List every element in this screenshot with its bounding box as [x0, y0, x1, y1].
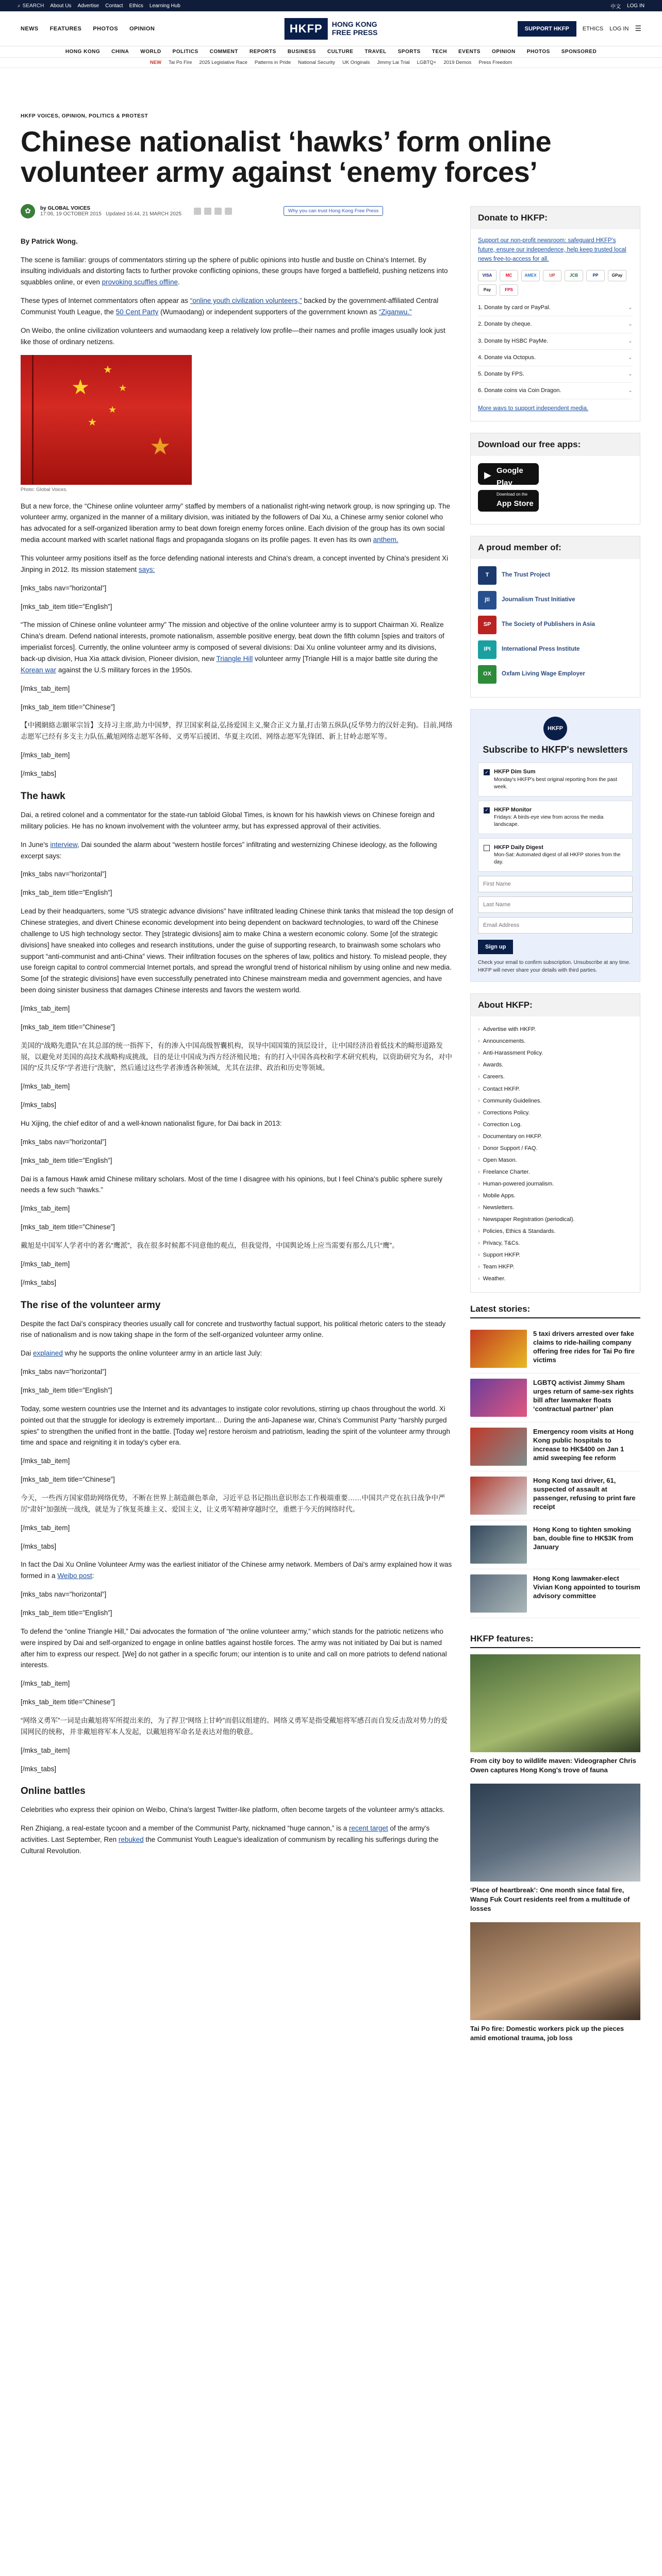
- first-name-field[interactable]: [478, 876, 633, 892]
- about-link[interactable]: › Documentary on HKFP.: [478, 1131, 633, 1143]
- learning-hub-link[interactable]: Learning Hub: [149, 3, 180, 9]
- nav-item-tech[interactable]: TECH: [432, 49, 447, 55]
- donate-options: [478, 300, 633, 399]
- shortcode-line: [/mks_tab_item]: [21, 1004, 70, 1012]
- inline-link[interactable]: interview: [50, 840, 77, 849]
- section-heading: The rise of the volunteer army: [21, 1299, 161, 1311]
- quote-chinese: 美国的“战略先遣队”在其总部的统一指挥下，有的渗入中国高级智囊机构，误导中国国策的顶层设计，让中国经济沿着低技术的畸形道路发展，以避免对美国的高技术战略构成挑战，目的是让中国成为西方经济殖民地；有的打入中国各高校和学术研究机构，以资助研究为名，对中国的“反共反华”学者进行“洗脑”，然后通过这些学者渗透各种领域，尤其在法律、政治和历史等领域。: [21, 1041, 452, 1072]
- email-field[interactable]: [478, 917, 633, 934]
- nav-item-sports[interactable]: SPORTS: [398, 49, 421, 55]
- nav-item-china[interactable]: CHINA: [111, 49, 129, 55]
- main-nav: [0, 46, 662, 58]
- inline-link[interactable]: Korean war: [21, 666, 57, 674]
- nav-item-world[interactable]: WORLD: [140, 49, 161, 55]
- inline-link[interactable]: Triangle Hill: [216, 655, 253, 663]
- donate-box: [470, 206, 640, 421]
- newsletter-option[interactable]: HKFP Daily Digest Mon-Sat: Automated digest of all HKFP stories from the day.: [478, 838, 633, 872]
- latest-stories: [470, 1325, 640, 1618]
- inline-link[interactable]: rebuked: [118, 1836, 144, 1844]
- fps-icon: FPS: [500, 284, 518, 296]
- feature-item[interactable]: Tai Po fire: Domestic workers pick up the pieces amid emotional trauma, job loss: [470, 1922, 640, 2042]
- about-link[interactable]: About Us: [50, 3, 72, 9]
- masthead-links: [21, 26, 155, 32]
- quote-chinese: 戴旭是中国军人学者中的著名“鹰派”，我在很多时候都不同意他的观点，但我觉得，中国舆论场上应当需要有那么几只“鹰”。: [21, 1241, 399, 1249]
- donate-option[interactable]: 1. Donate by card or PayPal. ⌄: [478, 300, 633, 316]
- newsletter-note: Check your email to confirm subscription. Unsubscribe at any time. HKFP will never share your details with third parties.: [478, 960, 631, 973]
- donate-option[interactable]: 5. Donate by FPS. ⌄: [478, 366, 633, 383]
- chevron-down-icon: ⌄: [627, 387, 633, 394]
- flag-star-icon: ★: [103, 364, 112, 376]
- byline: [21, 204, 454, 218]
- tabs-shortcode: [21, 869, 454, 1111]
- shortcode-line: [mks_tabs nav=”horizontal”]: [21, 1368, 107, 1376]
- site-logo[interactable]: [285, 18, 378, 40]
- nav-item-business[interactable]: BUSINESS: [287, 49, 316, 55]
- nav-item-sponsored[interactable]: SPONSORED: [561, 49, 597, 55]
- story-thumbnail: [470, 1526, 527, 1564]
- donate-option[interactable]: 2. Donate by cheque. ⌄: [478, 316, 633, 333]
- about-link[interactable]: › Announcements.: [478, 1036, 633, 1047]
- advertise-link[interactable]: Advertise: [77, 3, 100, 9]
- paragraph: Ren Zhiqiang, a real-estate tycoon and a member of the Communist Party, nicknamed “huge cannon,” is a recent target of the army's activities. Last September, Ren rebuked the Communist Youth League's idealization of communism by recalling his sufferings during the Cultural Revolution.: [21, 1824, 439, 1855]
- nav-item-hong-kong[interactable]: HONG KONG: [65, 49, 101, 55]
- newsletter-box: [470, 709, 640, 982]
- tabs-shortcode: [21, 1589, 454, 1774]
- about-link[interactable]: › Correction Log.: [478, 1119, 633, 1131]
- jcb-icon: JCB: [565, 270, 583, 281]
- google-play-badge[interactable]: ▶ GET IT ON Google Play: [478, 463, 539, 485]
- feature-item[interactable]: ‘Place of heartbreak’: One month since fatal fire, Wang Fuk Court residents reel from a multitude of losses: [470, 1784, 640, 1913]
- about-link[interactable]: › Donor Support / FAQ.: [478, 1143, 633, 1155]
- contact-link[interactable]: Contact: [105, 3, 123, 9]
- shortcode-line: [mks_tab_item title=”Chinese”]: [21, 1698, 115, 1706]
- masthead-link-opinion[interactable]: OPINION: [129, 25, 155, 32]
- about-list: [471, 1016, 640, 1292]
- author-line: By Patrick Wong.: [21, 237, 78, 245]
- article-photo: [21, 355, 192, 485]
- google-pay-icon: GPay: [608, 270, 626, 281]
- shortcode-line: [/mks_tab_item]: [21, 751, 70, 759]
- flag-star-icon: ★: [150, 432, 171, 460]
- trending-label: NEW: [150, 60, 161, 65]
- top-utility-bar: [0, 0, 662, 11]
- inline-link[interactable]: says:: [138, 565, 155, 573]
- more-ways-link[interactable]: More ways to support independent media.: [478, 405, 589, 412]
- paragraph: In fact the Dai Xu Online Volunteer Army was the earliest initiator of the Chinese army network. Members of Dai's army explained how it was formed in a Weibo post:: [21, 1561, 452, 1580]
- nav-item-photos[interactable]: PHOTOS: [526, 49, 550, 55]
- about-link[interactable]: › Privacy, T&Cs.: [478, 1238, 633, 1249]
- logo-wordmark: HONG KONG FREE PRESS: [332, 20, 378, 37]
- shortcode-line: [mks_tab_item title=”Chinese”]: [21, 703, 115, 711]
- nav-item-events[interactable]: EVENTS: [458, 49, 481, 55]
- story-item[interactable]: 5 taxi drivers arrested over fake claims to ride-hailing company offering free rides for Tai Po fire victims: [470, 1325, 640, 1374]
- shortcode-line: [mks_tabs nav=”horizontal”]: [21, 1590, 107, 1599]
- about-title: About HKFP:: [471, 994, 640, 1016]
- nav-item-culture[interactable]: CULTURE: [327, 49, 354, 55]
- publish-date: 17:06, 19 OCTOBER 2015: [40, 211, 102, 217]
- trending-item[interactable]: 2025 Legislative Race: [199, 60, 247, 65]
- quote-chinese: 【中國網絡志願軍宗旨】支持习主席,助力中国梦，捍卫国家利益,弘扬爱国主义,聚合正义力量,打击第五纵队(反华势力的汉奸走狗)。目前,网络志愿军已经有多支主力队伍,戴旭网络志愿军各师、义勇军后援团、华夏主攻团、网络志愿军先锋团、新上甘岭志愿军等。: [21, 721, 453, 741]
- about-link[interactable]: › Policies, Ethics & Standards.: [478, 1226, 633, 1238]
- chevron-down-icon: ⌄: [627, 354, 633, 361]
- mastercard-icon: MC: [500, 270, 518, 281]
- article-title: Chinese nationalist ‘hawks’ form online volunteer army against ‘enemy forces’: [21, 125, 552, 189]
- shortcode-line: [mks_tab_item title=”Chinese”]: [21, 1023, 115, 1031]
- flag-star-icon: ★: [88, 416, 97, 428]
- email-share-icon[interactable]: [225, 208, 232, 215]
- shortcode-line: [mks_tab_item title=”English”]: [21, 602, 112, 611]
- shortcode-line: [/mks_tabs]: [21, 1542, 57, 1550]
- visa-icon: VISA: [478, 270, 496, 281]
- member-ipi[interactable]: IPI International Press Institute: [478, 640, 633, 659]
- nav-item-opinion[interactable]: OPINION: [491, 49, 516, 55]
- checkbox-checked-icon[interactable]: ✓: [484, 769, 490, 775]
- nav-item-travel[interactable]: TRAVEL: [365, 49, 387, 55]
- ipi-icon: IPI: [478, 640, 496, 659]
- shortcode-line: [/mks_tab_item]: [21, 1205, 70, 1213]
- trending-item[interactable]: UK Originals: [342, 60, 370, 65]
- ethics-button[interactable]: ETHICS: [582, 25, 604, 32]
- about-link[interactable]: › Open Mason.: [478, 1155, 633, 1166]
- paragraph: This volunteer army positions itself as the force defending national interests and China's dream, a concept invented by China's president Xi Jinping in 2012. Its mission statement says:: [21, 554, 449, 573]
- login-button[interactable]: LOG IN: [609, 25, 629, 32]
- inline-link[interactable]: recent target: [349, 1824, 388, 1833]
- feature-image: [470, 1784, 640, 1882]
- article-body: [21, 236, 454, 1857]
- paragraph: Dai explained why he supports the online volunteer army in an article last July:: [21, 1349, 262, 1358]
- trending-item[interactable]: Jimmy Lai Trial: [377, 60, 410, 65]
- about-link[interactable]: › Support HKFP.: [478, 1249, 633, 1261]
- shortcode-line: [mks_tab_item title=”English”]: [21, 1386, 112, 1394]
- apps-box: [470, 433, 640, 524]
- newsletter-logo: HKFP: [543, 717, 567, 740]
- nav-item-reports[interactable]: REPORTS: [249, 49, 276, 55]
- global-voices-logo-icon: ✿: [21, 204, 35, 218]
- google-play-icon: ▶: [484, 469, 491, 480]
- checkbox-icon[interactable]: [484, 845, 490, 851]
- newsletter-title: Subscribe to HKFP's newsletters: [483, 744, 628, 755]
- app-store-badge[interactable]: Download on the App Store: [478, 490, 539, 512]
- sidebar: [470, 206, 640, 2052]
- latest-title: Latest stories:: [470, 1304, 640, 1318]
- member-trust-project[interactable]: T The Trust Project: [478, 566, 633, 585]
- trending-item[interactable]: National Security: [298, 60, 335, 65]
- paragraph: The scene is familiar: groups of commentators stirring up the sphere of public opinions into hustle and bustle on China's Internet. By insulting individuals and distorting facts to further provoke conflicting opinions, these groups have forged a battlefield, pushing netizens into squabbles online, or even provoking scuffles offline.: [21, 256, 448, 286]
- paragraph: But a new force, the “Chinese online volunteer army” staffed by members of a nationalist right-wing network group, is now springing up. The volunteer army, organized in the manner of a military division, was initiated by the followers of Dai Xu, a Chinese army senior colonel who has advocated for a self-organized liberation army to beat down foreign enemy forces online. Each division of the group has its own social media account marked with scarlet national flags and propaganda slogans on its profile pages. It even has its own anthem.: [21, 502, 451, 544]
- about-link[interactable]: › Newsletters.: [478, 1202, 633, 1214]
- donate-option[interactable]: 3. Donate by HSBC PayMe. ⌄: [478, 333, 633, 350]
- shortcode-line: [mks_tabs nav=”horizontal”]: [21, 870, 107, 878]
- shortcode-line: [mks_tab_item title=”English”]: [21, 889, 112, 897]
- sopa-icon: SP: [478, 616, 496, 634]
- nav-item-politics[interactable]: POLITICS: [172, 49, 198, 55]
- flag-star-icon: ★: [71, 376, 90, 399]
- paragraph: Dai, a retired colonel and a commentator for the state-run tabloid Global Times, is known for his hawkish views on Chinese foreign and military policies. He has no known involvement with the volunteer army, but has expressed approval of their activities.: [21, 810, 435, 830]
- about-link[interactable]: › Advertise with HKFP.: [478, 1024, 633, 1036]
- feature-item[interactable]: From city boy to wildlife maven: Videographer Chris Owen captures Hong Kong's trove of fauna: [470, 1654, 640, 1774]
- payment-cards: [478, 270, 633, 296]
- feature-image: [470, 1654, 640, 1752]
- section-heading: Online battles: [21, 1786, 86, 1797]
- last-name-field[interactable]: [478, 896, 633, 913]
- inline-link[interactable]: “online youth civilization volunteers,”: [190, 297, 302, 305]
- updated-date: Updated 16:44, 21 MARCH 2025: [106, 211, 181, 217]
- paragraph: In June's interview, Dai sounded the alarm about “western hostile forces” infiltrating and westernizing Chinese ideology, as the following excerpt says:: [21, 840, 437, 860]
- shortcode-line: [mks_tab_item title=”English”]: [21, 1609, 112, 1617]
- about-link[interactable]: › Anti-Harassment Policy.: [478, 1047, 633, 1059]
- search-link[interactable]: ⌕ SEARCH: [18, 3, 44, 9]
- story-item[interactable]: Hong Kong to tighten smoking ban, double fine to HK$3K from January: [470, 1520, 640, 1569]
- story-item[interactable]: LGBTQ activist Jimmy Sham urges return of same-sex rights bill after lawmaker floats ‘contractual partner’ plan: [470, 1374, 640, 1422]
- shortcode-line: [mks_tabs nav=”horizontal”]: [21, 584, 107, 592]
- shortcode-line: [/mks_tab_item]: [21, 1680, 70, 1688]
- ethics-link[interactable]: Ethics: [129, 3, 143, 9]
- quote-english: To defend the “online Triangle Hill,” Dai advocates the formation of “the online volunteer army,” which stands for the patriotic netizens who were inspired by Dai and self-organized to engage in online battles against hostile forces. The army was not initiated by Dai but is named after him to express our respect. [We] do not gather in a specific forum; our intention is to unite and call on more patriots to defend national interests.: [21, 1627, 447, 1669]
- trending-bar: [0, 58, 662, 68]
- trending-item[interactable]: 2019 Demos: [443, 60, 472, 65]
- about-link[interactable]: › Corrections Policy.: [478, 1107, 633, 1119]
- about-link[interactable]: › Team HKFP.: [478, 1261, 633, 1273]
- menu-icon[interactable]: ☰: [635, 24, 641, 32]
- shortcode-line: [mks_tab_item title=”English”]: [21, 1156, 112, 1164]
- trending-item[interactable]: Patterns in Pride: [254, 60, 291, 65]
- masthead: [0, 11, 662, 46]
- paypal-icon: PP: [586, 270, 605, 281]
- quote-chinese: 今天，一些西方国家借助网络优势，不断在世界上制造颜色革命，习近平总书记指出意识形态工作极端重要……中国共产党在抗日战争中严厉“肃奸”加强统一战线，就是为了恢复英雄主义、爱国主义，让义勇军精神穿越时空，重燃于今天的网络时代。: [21, 1494, 445, 1513]
- quote-english: Today, some western countries use the Internet and its advantages to instigate color revolutions, stirring up chaos throughout the world. Xi pointed out that the struggle for ideology is extremely important… During the anti-Japanese war, China's Communist Party “harshly purged spies” to strengthen the unified front in the battle. [Today we] restore heroism and patriotism, leading the spirit of the volunteer army through time and space and reigniting it in today's cyber era.: [21, 1404, 450, 1447]
- donate-option[interactable]: 4. Donate via Octopus. ⌄: [478, 350, 633, 366]
- about-link[interactable]: › Mobile Apps.: [478, 1190, 633, 1202]
- story-item[interactable]: Hong Kong lawmaker-elect Vivian Kong appointed to tourism advisory committee: [470, 1569, 640, 1618]
- donate-description[interactable]: Support our non-profit newsroom: safeguard HKFP's future, ensure our independence, help keep trusted local news free-to-access for all.: [478, 238, 626, 262]
- inline-link[interactable]: 50 Cent Party: [115, 308, 159, 316]
- story-item[interactable]: Emergency room visits at Hong Kong public hospitals to increase to HK$400 on Jan 1 amid sweeping fee reform: [470, 1422, 640, 1471]
- trust-link[interactable]: Why you can trust Hong Kong Free Press: [284, 206, 383, 216]
- about-link[interactable]: › Newspaper Registration (periodical).: [478, 1214, 633, 1226]
- apps-title: Download our free apps:: [471, 433, 640, 456]
- jti-icon: jti: [478, 591, 496, 609]
- story-thumbnail: [470, 1379, 527, 1417]
- trending-item[interactable]: LGBTQ+: [417, 60, 437, 65]
- amex-icon: AMEX: [521, 270, 540, 281]
- about-link[interactable]: › Awards.: [478, 1059, 633, 1071]
- donate-option[interactable]: 6. Donate coins via Coin Dragon. ⌄: [478, 383, 633, 399]
- support-button[interactable]: SUPPORT HKFP: [518, 21, 576, 37]
- account-link[interactable]: LOG IN: [627, 3, 644, 9]
- inline-link[interactable]: explained: [33, 1349, 63, 1358]
- story-item[interactable]: Hong Kong taxi driver, 61, suspected of assault at passenger, refusing to print fare receipt: [470, 1471, 640, 1520]
- chevron-down-icon: ⌄: [627, 304, 633, 311]
- oxfam-icon: OX: [478, 665, 496, 684]
- about-link[interactable]: › Careers.: [478, 1071, 633, 1083]
- masthead-actions: [518, 21, 641, 37]
- apple-pay-icon: Pay: [478, 284, 496, 296]
- paragraph: Celebrities who express their opinion on Weibo, China's largest Twitter-like platform, often become targets of the volunteer army's attacks.: [21, 1806, 445, 1814]
- about-link[interactable]: › Weather.: [478, 1273, 633, 1285]
- quote-english: Dai is a famous Hawk amid Chinese military scholars. Most of the time I disagree with his opinions, but I feel China's public sphere surely needs a few such “hawks.”: [21, 1175, 443, 1194]
- story-thumbnail: [470, 1428, 527, 1466]
- member-title: A proud member of:: [471, 536, 640, 559]
- whatsapp-share-icon[interactable]: [214, 208, 222, 215]
- search-icon: ⌕: [18, 3, 21, 9]
- article-categories[interactable]: HKFP VOICES, OPINION, POLITICS & PROTEST: [21, 113, 148, 119]
- newsletter-option[interactable]: ✓ HKFP Monitor Fridays: A birds-eye view from across the media landscape.: [478, 801, 633, 834]
- member-jti[interactable]: jti Journalism Trust Initiative: [478, 591, 633, 609]
- shortcode-line: [/mks_tabs]: [21, 1278, 57, 1286]
- shortcode-line: [mks_tab_item title=”Chinese”]: [21, 1223, 115, 1231]
- shortcode-line: [/mks_tab_item]: [21, 1746, 70, 1754]
- twitter-share-icon[interactable]: [204, 208, 211, 215]
- story-thumbnail: [470, 1330, 527, 1368]
- feature-image: [470, 1922, 640, 2020]
- flag-pole: [32, 355, 34, 485]
- member-box: [470, 536, 640, 698]
- section-heading: The hawk: [21, 790, 65, 802]
- paragraph: These types of Internet commentators often appear as “online youth civilization volunteers,” backed by the government-affiliated Central Communist Youth League, the 50 Cent Party (Wumaodang) or independent supporters of the government known as “Ziganwu.”: [21, 297, 439, 316]
- quote-english: “The mission of Chinese online volunteer army” The mission and objective of the online volunteer army is to support Chairman Xi. Realize China's dream. Defend national interests, promote nationalism, assemble positive energy, beat down the fifth column [spies and traitors of imperialist forces]. Currently, the online volunteer army is composed of several divisions: Dai Xu online volunteer army and its divisions, back-up division, Hua Xia attack division, Pioneer division, new Triangle Hill volunteer army [Triangle Hill is a major battle site during the Korean war against the U.S military forces in the 1950s.: [21, 621, 444, 674]
- byline-author[interactable]: by GLOBAL VOICES: [40, 205, 91, 211]
- tabs-shortcode: [21, 1366, 454, 1552]
- donate-title: Donate to HKFP:: [471, 207, 640, 229]
- about-link[interactable]: › Community Guidelines.: [478, 1095, 633, 1107]
- member-oxfam[interactable]: OX Oxfam Living Wage Employer: [478, 665, 633, 684]
- masthead-link-news[interactable]: NEWS: [21, 25, 39, 32]
- trending-item[interactable]: Tai Po Fire: [169, 60, 192, 65]
- masthead-link-features[interactable]: FEATURES: [49, 25, 82, 32]
- member-sopa[interactable]: SP The Society of Publishers in Asia: [478, 616, 633, 634]
- about-link[interactable]: › Freelance Charter.: [478, 1166, 633, 1178]
- story-thumbnail: [470, 1477, 527, 1515]
- trending-item[interactable]: Press Freedom: [478, 60, 512, 65]
- chevron-down-icon: ⌄: [627, 370, 633, 377]
- inline-link[interactable]: “Ziganwu.”: [378, 308, 412, 316]
- features-title: HKFP features:: [470, 1634, 640, 1648]
- inline-link[interactable]: Weibo post: [57, 1572, 92, 1580]
- newsletter-option[interactable]: ✓ HKFP Dim Sum Monday's HKFP's best original reporting from the past week.: [478, 762, 633, 796]
- checkbox-checked-icon[interactable]: ✓: [484, 807, 490, 814]
- shortcode-line: [/mks_tab_item]: [21, 1457, 70, 1465]
- flag-star-icon: ★: [119, 382, 127, 393]
- shortcode-line: [/mks_tabs]: [21, 770, 57, 778]
- shortcode-line: [/mks_tab_item]: [21, 1260, 70, 1268]
- shortcode-line: [/mks_tab_item]: [21, 1082, 70, 1091]
- shortcode-line: [/mks_tab_item]: [21, 684, 70, 692]
- paragraph: On Weibo, the online civilization volunteers and wumaodang keep a relatively low profile—their names and profile images usually look just like those of ordinary netizens.: [21, 326, 445, 346]
- inline-link[interactable]: provoking scuffles offline: [102, 278, 178, 286]
- signup-button[interactable]: Sign up: [478, 940, 513, 954]
- story-thumbnail: [470, 1574, 527, 1613]
- inline-link[interactable]: anthem.: [373, 536, 399, 544]
- quote-english: Lead by their headquarters, some “US strategic advance divisions” have infiltrated leading Chinese think tanks that mislead the top design of Chinese strategies, and divert Chinese economic development into being dependent on backward technologies, to ward off the Chinese challenge to US high technology sector. They [strategic divisions] aim to make China a western economic colony. Some [of the strategic divisions] have sneaked into colleges and research institutions, under the guise of supporting research, to brainwash some scholars who support “anti-communist and anti-China” views. Their infiltration focuses on the spheres of law, politics and history. To mislead people, they use foreign capital to control commercial Internet portals, and spread the wrongful trend of historical nihilism by using online and new media. Some [of the strategic divisions] have even successfully penetrated into Chinese mainstream media and government agencies, and have been doing sinister business that damages Chinese interests and favors the western world.: [21, 907, 453, 994]
- paragraph: Hu Xijing, the chief editor of and a well-known nationalist figure, for Dai back in 2013:: [21, 1119, 282, 1127]
- chevron-down-icon: ⌄: [627, 337, 633, 344]
- masthead-link-photos[interactable]: PHOTOS: [93, 25, 118, 32]
- chevron-down-icon: ⌄: [627, 321, 633, 328]
- trust-project-icon: T: [478, 566, 496, 585]
- paragraph: Despite the fact Dai's conspiracy theories usually call for concrete and trustworthy factual support, his political rhetoric caters to the steady rise of nationalism and is now taking shape in the form of the self-organized volunteer army online.: [21, 1319, 446, 1339]
- flag-star-icon: ★: [108, 404, 117, 415]
- shortcode-line: [/mks_tabs]: [21, 1101, 57, 1109]
- shortcode-line: [mks_tab_item title=”Chinese”]: [21, 1476, 115, 1484]
- shortcode-line: [/mks_tabs]: [21, 1765, 57, 1773]
- quote-chinese: “网络义勇军”一词是由戴旭将军所提出来的，为了捍卫“网络上甘岭”而倡议组建的。网络义勇军是指受戴旭将军感召而自发反击敌对势力的爱国网民的统称，并非戴旭将军本人发起，以戴旭将军命名是表达对他的敬意。: [21, 1717, 448, 1736]
- unionpay-icon: UP: [543, 270, 561, 281]
- share-buttons: [194, 208, 232, 215]
- language-link[interactable]: 中文: [610, 4, 621, 10]
- about-box: [470, 993, 640, 1293]
- shortcode-line: [/mks_tab_item]: [21, 1523, 70, 1532]
- shortcode-line: [mks_tabs nav=”horizontal”]: [21, 1138, 107, 1146]
- logo-mark: HKFP: [285, 18, 328, 40]
- tabs-shortcode: [21, 1137, 454, 1289]
- about-link[interactable]: › Human-powered journalism.: [478, 1178, 633, 1190]
- tabs-shortcode: [21, 583, 454, 779]
- photo-caption: Photo: Global Voices.: [21, 486, 68, 493]
- about-link[interactable]: › Contact HKFP.: [478, 1083, 633, 1095]
- nav-item-comment[interactable]: COMMENT: [209, 49, 238, 55]
- facebook-share-icon[interactable]: [194, 208, 201, 215]
